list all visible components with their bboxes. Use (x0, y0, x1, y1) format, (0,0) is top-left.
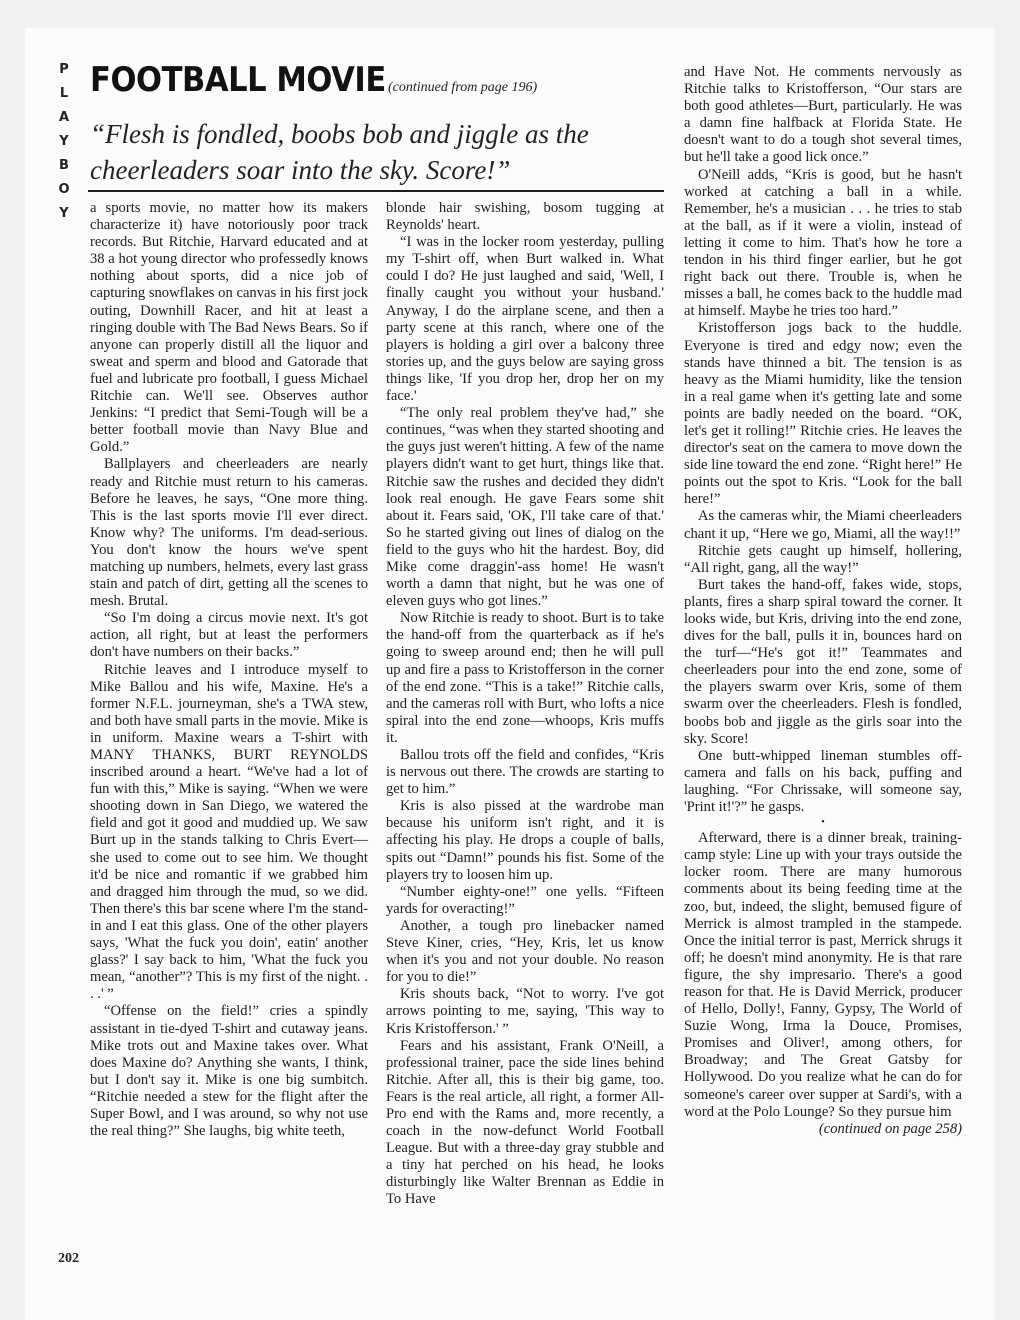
text-column-2 (386, 200, 664, 1209)
magazine-letter: L (59, 86, 69, 101)
headline-rule (88, 190, 664, 192)
magazine-name-vertical (52, 58, 76, 226)
paragraph: Ballplayers and cheerleaders are nearly ready and Ritchie must return to his cameras. Before he leaves, he says, “One more thing. This is the last sports movie I'll ever direct. Know why? The uniforms. I'm dead-serious. You don't know the hours we've spent matching up numbers, helmets, every last grass stain and patch of dirt, getting all the scenes to mesh. Brutal. (90, 456, 368, 610)
paragraph: One butt-whipped lineman stumbles off-camera and falls on his back, puffing and laughing. “For Chrissake, will someone say, 'Print it!'?” he gasps. (684, 747, 962, 816)
paragraph: “So I'm doing a circus movie next. It's got action, all right, but at least the performers don't have numbers on their backs.” (90, 610, 368, 661)
magazine-letter: P (59, 62, 69, 77)
paragraph: “Number eighty-one!” one yells. “Fifteen yards for overacting!” (386, 883, 664, 917)
paragraph: “The only real problem they've had,” she continues, “was when they started shooting and the guys just weren't hitting. A few of the name players didn't want to get hurt, things like that. Ritchie saw the rushes and decided they didn't look real enough. He gave Fears some shit about it. Fears said, 'OK, I'll take care of that.' So he started giving out lines of dialog on the field to the guys who hit the hardest. Boy, did Mike come draggin'-ass home! He wasn't worth a damn that night, but he was one of eleven guys who got lines.” (386, 405, 664, 610)
paragraph: “I was in the locker room yesterday, pulling my T-shirt off, when Burt walked in. What could I do? He just laughed and said, 'Well, I finally caught you without your husband.' Anyway, I do the airplane scene, and then a party scene at this ranch, where one of the players is holding a girl over a balcony three stories up, and the guys below are saying gross things like, 'If you drop her, drop her on my face.' (386, 234, 664, 405)
paragraph: Another, a tough pro linebacker named Steve Kiner, cries, “Hey, Kris, let us know when it's you and not your double. No reason for you to die!” (386, 917, 664, 986)
magazine-letter: O (58, 182, 70, 197)
paragraph: Ritchie gets caught up himself, hollering, “All right, gang, all the way!” (684, 542, 962, 576)
magazine-letter: Y (59, 206, 69, 221)
paragraph: Fears and his assistant, Frank O'Neill, a professional trainer, pace the side lines behind Ritchie. After all, this is their big game, too. Fears is the real article, all right, a former All-Pro end with the Rams and, more recently, a coach in the now-defunct World Football League. But with a three-day gray stubble and a tiny hat perched on his head, he looks disturbingly like Walter Brennan as Eddie in To Have (386, 1037, 664, 1208)
magazine-letter: Y (59, 134, 69, 149)
continued-from-note: (continued from page 196) (388, 80, 538, 95)
paragraph: As the cameras whir, the Miami cheerleaders chant it up, “Here we go, Miami, all the way!!” (684, 508, 962, 542)
paragraph: and Have Not. He comments nervously as Ritchie talks to Kristofferson, “Our stars are both good athletes—Burt, particularly. He was a damn fine halfback at Florida State. He doesn't want to do a tough shot several times, but he'll take a good lick once.” (684, 64, 962, 166)
text-column-3 (684, 64, 962, 1138)
text-column-1 (90, 200, 368, 1140)
paragraph: Kristofferson jogs back to the huddle. Everyone is tired and edgy now; even the stands have thinned a bit. The tension is as heavy as the Miami humidity, like the tension in a real game when it's getting late and some points are badly needed on the board. “OK, let's get it rolling!” Ritchie cries. He leaves the director's seat on the camera to move down the side line toward the end zone. “Right here!” He points out the spot to Kris. “Look for the ball here!” (684, 320, 962, 508)
magazine-letter: B (59, 158, 69, 173)
section-break-bullet: • (821, 817, 825, 829)
continued-on-note: (continued on page 258) (818, 1120, 962, 1137)
paragraph: Afterward, there is a dinner break, training-camp style: Line up with your trays outside the locker room. There are many humorous comments about its being feeding time at the zoo, but, indeed, the slight, bemused figure of Merrick is almost trampled in the stampede. Once the initial terror is past, Merrick shrugs it off; he doesn't mind anonymity. He is that rare figure, the shy impresario. There's a good reason for that. He is David Merrick, producer of Hello, Dolly!, Fanny, Gypsy, The World of Suzie Wong, Irma la Douce, Promises, Promises and Oliver!, among others, for Broadway; and The Great Gatsby for Hollywood. Do you realize what he can do for someone's career over supper at Sardi's, with a word at the Polo Lounge? So they pursue him (684, 830, 962, 1120)
page-number: 202 (58, 1251, 79, 1266)
pull-quote: “Flesh is fondled, boobs bob and jiggle as the cheerleaders soar into the sky. Score!” (90, 119, 589, 185)
paragraph: Now Ritchie is ready to shoot. Burt is to take the hand-off from the quarterback as if he's going to sweep around end; then he will pull up and fire a pass to Kristofferson in the corner of the end zone. “This is a take!” Ritchie calls, and the cameras roll with Burt, who lofts a nice spiral into the end zone—whoops, Kris muffs it. (386, 610, 664, 746)
paragraph: Ballou trots off the field and confides, “Kris is nervous out there. The crowds are starting to get to him.” (386, 747, 664, 798)
paragraph: Kris shouts back, “Not to worry. I've got arrows pointing to me, saying, 'This way to Kris Kristofferson.' ” (386, 986, 664, 1037)
paragraph: “Offense on the field!” cries a spindly assistant in tie-dyed T-shirt and cutaway jeans. Mike trots out and Maxine takes over. What does Maxine do? Anything she wants, I think, but I don't say it. Mike is one big sumbitch. “Ritchie needed a stew for the flight after the Super Bowl, and I was around, so why not use the real thing?” She laughs, big white teeth, (90, 1003, 368, 1140)
paragraph: Ritchie leaves and I introduce myself to Mike Ballou and his wife, Maxine. He's a former N.F.L. journeyman, she's a TWA stew, and both have small parts in the movie. Mike is in uniform. Maxine wears a T-shirt with MANY THANKS, BURT REYNOLDS inscribed around a heart. “We've had a lot of fun with this,” Mike is saying. “When we were shooting down in San Diego, we watered the field and got it good and muddied up. We saw Burt up in the stands talking to Chris Evert—she used to come out to see him. We thought it'd be nice and romantic if we grabbed him and dragged him through the mud, so we did. Then there's this bar scene where I'm the stand-in and I eat this glass. One of the other players says, 'What the fuck you doin', eatin' another glass?' I say back to him, 'What the fuck you mean, “another”? This is my first of the night. . . .' ” (90, 661, 368, 1003)
paragraph: Kris is also pissed at the wardrobe man because his uniform isn't right, and it is affecting his play. He drops a couple of balls, spits out “Damn!” pounds his fist. Some of the players try to loosen him up. (386, 798, 664, 883)
article-title: FOOTBALL MOVIE (90, 60, 386, 100)
paragraph: O'Neill adds, “Kris is good, but he hasn't worked at catching a ball in a while. Remember, he's a musician . . . he tries to stab at the ball, as if it were a violin, instead of letting it come to him. That's how he tore a tendon in his third finger earlier, but he got right back out there. Trouble is, when he misses a ball, he comes back to the huddle mad at himself. Maybe he tries too hard.” (684, 166, 962, 320)
paragraph: a sports movie, no matter how its makers characterize it) have notoriously poor track records. But Ritchie, Harvard educated and at 38 a hot young director who professedly knows nothing about sports, did a nice job of capturing snowflakes on canvas in his first jock outing, Downhill Racer, and hit at least a ringing double with The Bad News Bears. So if anyone can properly distill all the liquor and sweat and sperm and blood and Gatorade that fuel and lubricate pro football, I guess Michael Ritchie can. We'll see. Observes author Jenkins: “I predict that Semi-Tough will be a better football movie than Navy Blue and Gold.” (90, 200, 368, 456)
paragraph: Burt takes the hand-off, fakes wide, stops, plants, fires a sharp spiral toward the corner. It looks wide, but Kris, driving into the end zone, dives for the ball, pulls it in, bounces hard on the turf—“He's got it!” Teammates and cheerleaders pour into the end zone, some of the players swarm over Kris, some of them swarm over the cheerleaders. Flesh is fondled, boobs bob and jiggle as the girls soar into the sky. Score! (684, 576, 962, 747)
magazine-letter: A (58, 110, 70, 125)
paragraph: blonde hair swishing, bosom tugging at Reynolds' heart. (386, 200, 664, 234)
